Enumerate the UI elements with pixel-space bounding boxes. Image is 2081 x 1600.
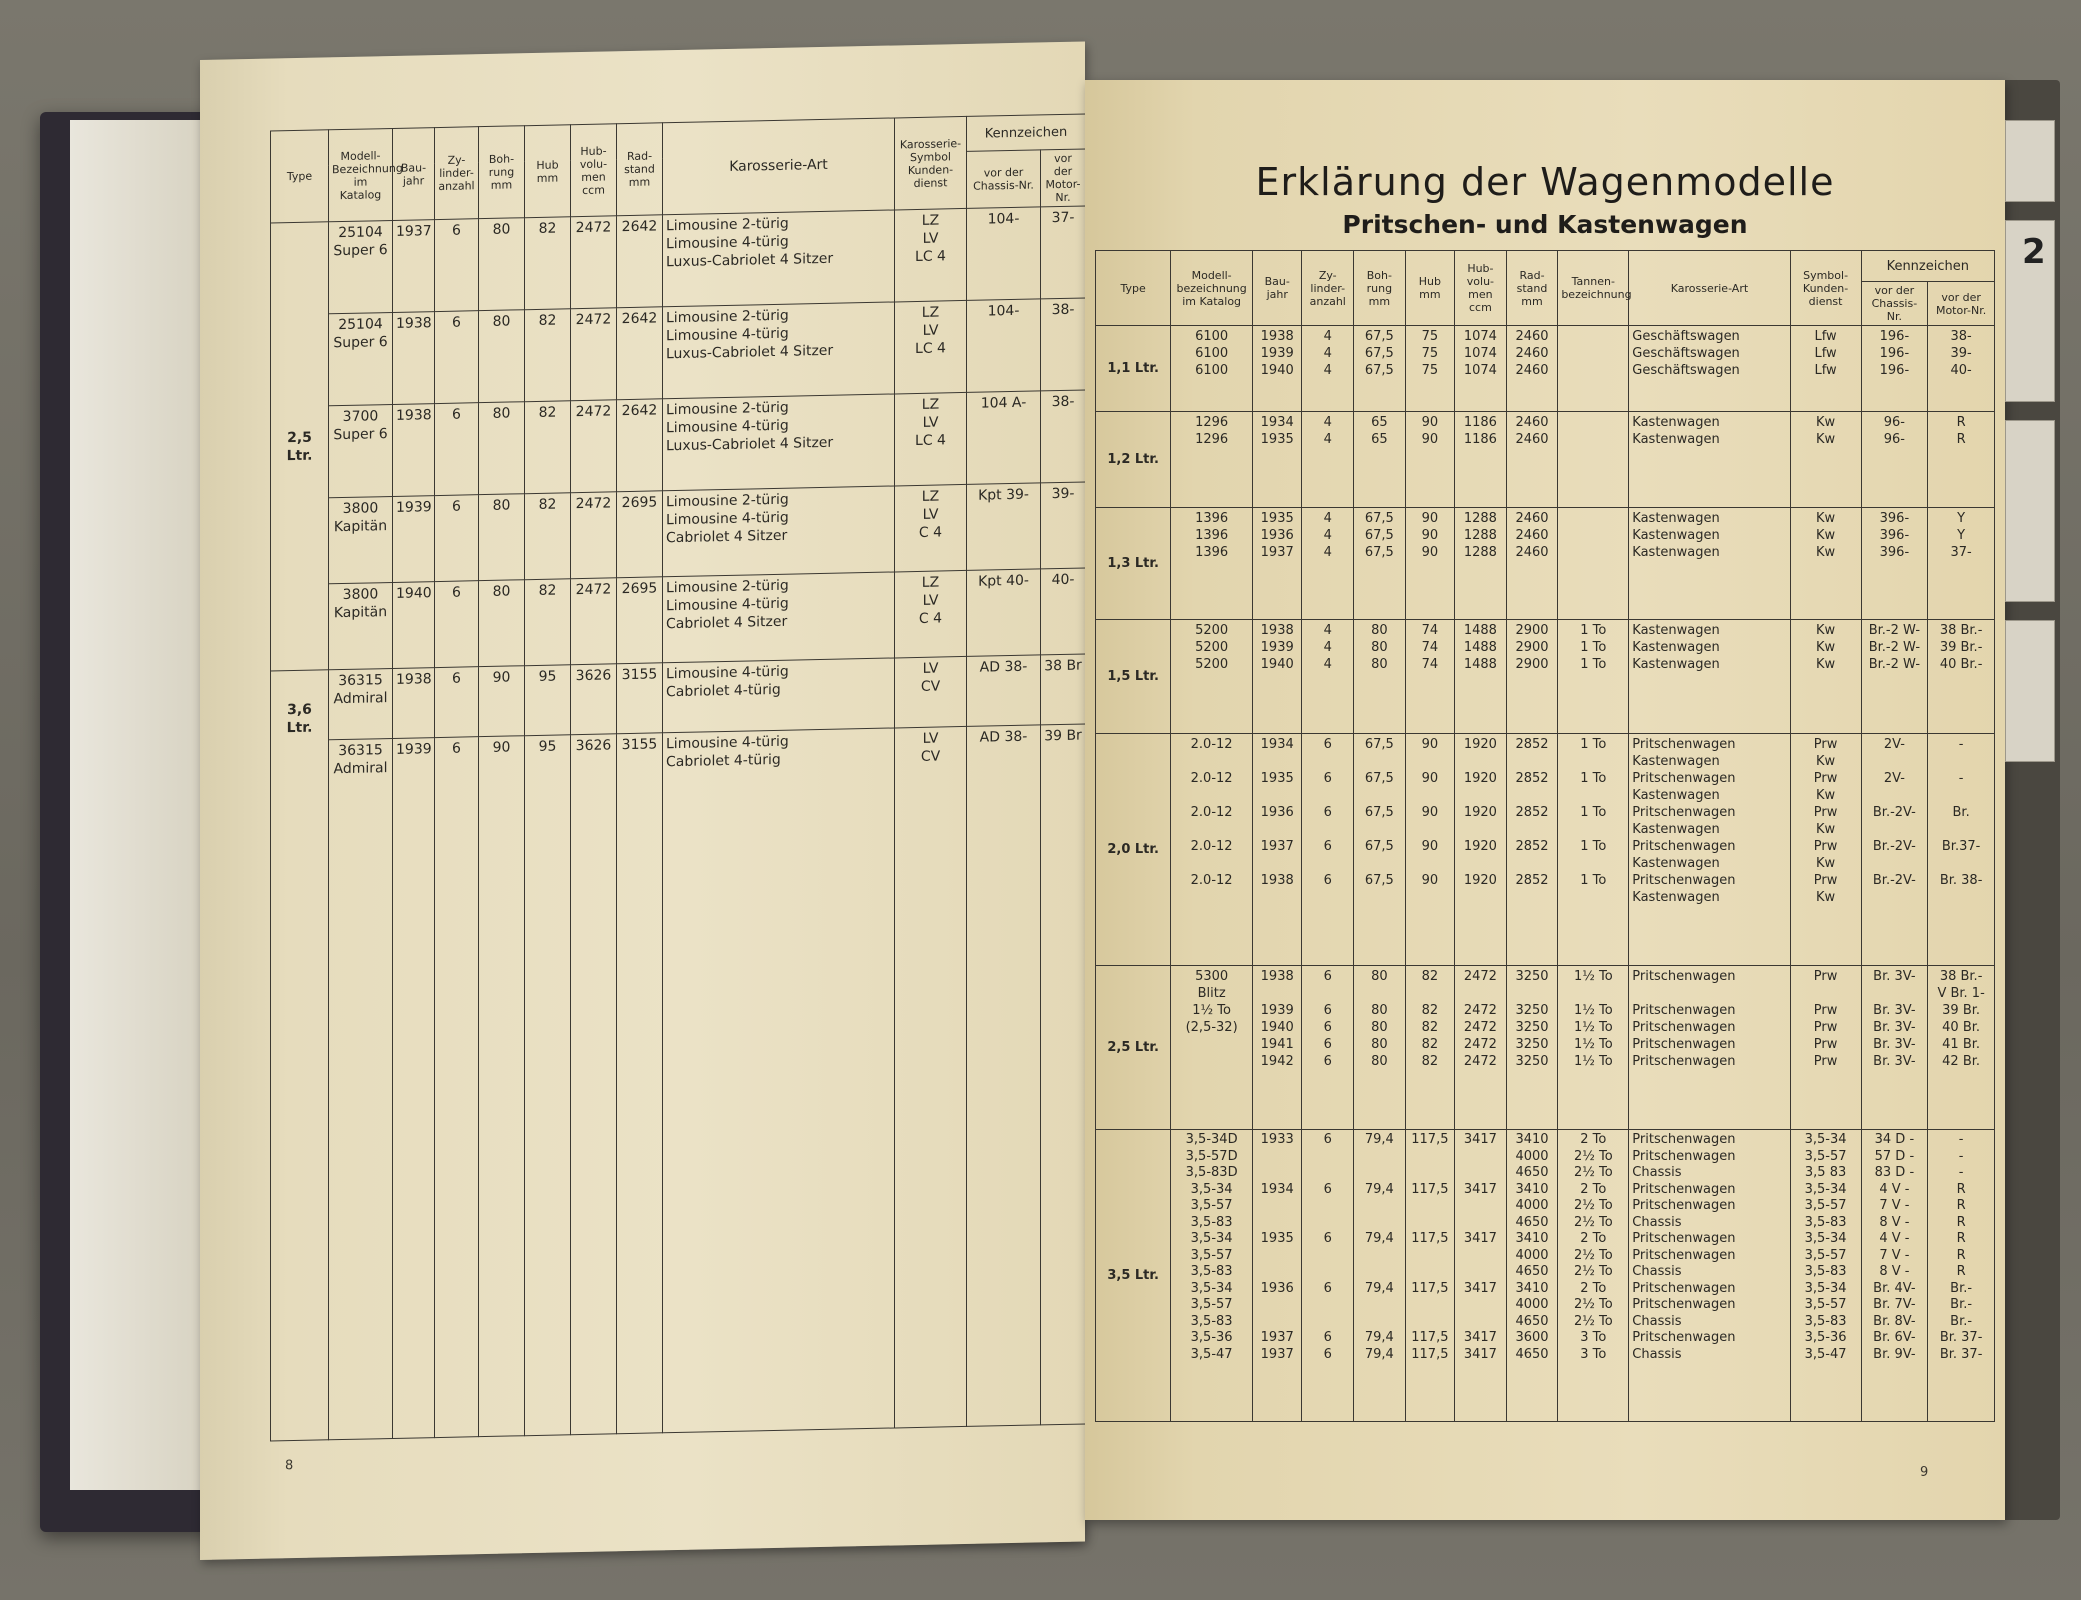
left-spec-table — [270, 113, 1086, 1441]
bore-cell: 80 80 80 — [1354, 620, 1406, 734]
bore-cell: 80 80 80 80 80 — [1354, 966, 1406, 1130]
stroke-cell: 82 — [525, 217, 571, 310]
header-model: Modell-Bezeichnung im Katalog — [329, 128, 393, 221]
header-identifier: Kennzeichen — [1861, 251, 1994, 282]
symbol-cell: LZ LV C 4 — [895, 484, 967, 572]
tonnage-cell: 1½ To 1½ To 1½ To 1½ To 1½ To — [1558, 966, 1629, 1130]
bore-cell: 80 — [479, 218, 525, 311]
year-cell: 1938 1939 1940 1941 1942 — [1252, 966, 1301, 1130]
wheelbase-cell: 2695 — [617, 577, 663, 664]
index-tab[interactable] — [2005, 620, 2055, 762]
stroke-cell: 90 90 — [1405, 412, 1454, 508]
bore-cell: 80 — [479, 402, 525, 495]
stroke-cell: 90 90 90 — [1405, 508, 1454, 620]
table-row — [271, 724, 1086, 1441]
cylinder-cell: 4 4 4 — [1302, 620, 1354, 734]
body-cell: Pritschenwagen Pritschenwagen Pritschenwagen Pritschenwagen Pritschenwagen — [1629, 966, 1790, 1130]
cylinder-cell: 4 4 4 — [1302, 508, 1354, 620]
wheelbase-cell: 3410 4000 4650 3410 4000 4650 3410 4000 4650 3410 4000 4650 3600 4650 — [1506, 1130, 1558, 1422]
body-cell: Pritschenwagen Pritschenwagen Chassis Pritschenwagen Pritschenwagen Chassis Pritschenwagen Pritschenwagen Chassis Pritschenwagen Pritschenwagen Chassis Pritschenwagen Chassis — [1629, 1130, 1790, 1422]
table-row — [271, 390, 1086, 499]
header-tonnage: Tannen-bezeichnung — [1558, 251, 1629, 326]
symbol-cell: LV CV — [895, 726, 967, 1428]
index-tab[interactable] — [2005, 120, 2055, 202]
table-row — [1096, 734, 1995, 966]
page-number: 8 — [285, 1458, 294, 1474]
motor-cell: 38- — [1041, 390, 1086, 483]
body-cell: Limousine 4-türig Cabriolet 4-türig — [663, 658, 895, 733]
bore-cell: 90 — [479, 736, 525, 1437]
symbol-cell: Prw Kw Prw Kw Prw Kw Prw Kw Prw Kw — [1790, 734, 1861, 966]
header-bore: Boh-rung mm — [1354, 251, 1406, 326]
type-cell: 1,5 Ltr. — [1096, 620, 1171, 734]
model-cell: 3700 Super 6 — [329, 404, 393, 497]
motor-cell: - - Br. Br.37- Br. 38- — [1928, 734, 1995, 966]
chassis-cell: Br. 3V- Br. 3V- Br. 3V- Br. 3V- Br. 3V- — [1861, 966, 1928, 1130]
table-row — [1096, 412, 1995, 508]
ccm-cell: 2472 2472 2472 2472 2472 — [1455, 966, 1507, 1130]
table-row — [271, 206, 1086, 315]
table-row — [1096, 1130, 1995, 1422]
type-cell: 2,5 Ltr. — [271, 222, 329, 671]
stroke-cell: 75 75 75 — [1405, 326, 1454, 412]
model-cell: 1396 1396 1396 — [1171, 508, 1253, 620]
model-cell: 1296 1296 — [1171, 412, 1253, 508]
tonnage-cell: 1 To 1 To 1 To — [1558, 620, 1629, 734]
chassis-cell: 2V- 2V- Br.-2V- Br.-2V- Br.-2V- — [1861, 734, 1928, 966]
header-cylinders: Zy-linder-anzahl — [435, 127, 479, 220]
body-cell: Limousine 2-türig Limousine 4-türig Cabriolet 4 Sitzer — [663, 486, 895, 577]
chassis-cell: 396- 396- 396- — [1861, 508, 1928, 620]
body-cell: Limousine 2-türig Limousine 4-türig Cabriolet 4 Sitzer — [663, 572, 895, 663]
chassis-cell: 104- — [967, 299, 1041, 393]
symbol-cell: LZ LV LC 4 — [895, 300, 967, 394]
body-cell: Geschäftswagen Geschäftswagen Geschäftswagen — [1629, 326, 1790, 412]
header-model: Modell-bezeichnung im Katalog — [1171, 251, 1253, 326]
wheelbase-cell: 3155 — [617, 733, 663, 1434]
year-cell: 1938 1939 1940 — [1252, 620, 1301, 734]
ccm-cell: 2472 — [571, 216, 617, 309]
stroke-cell: 90 90 90 90 90 — [1405, 734, 1454, 966]
header-chassis-nr: vor der Chassis-Nr. — [1861, 282, 1928, 326]
motor-cell: 38 Br.- 39 Br.- 40 Br.- — [1928, 620, 1995, 734]
wheelbase-cell: 2460 2460 2460 — [1506, 508, 1558, 620]
ccm-cell: 1074 1074 1074 — [1455, 326, 1507, 412]
year-cell: 1933 1934 1935 1936 1937 1937 — [1252, 1130, 1301, 1422]
header-bore: Boh-rung mm — [479, 126, 525, 219]
header-cylinders: Zy-linder-anzahl — [1302, 251, 1354, 326]
model-cell: 6100 6100 6100 — [1171, 326, 1253, 412]
cylinder-cell: 4 4 — [1302, 412, 1354, 508]
chassis-cell: Kpt 40- — [967, 569, 1041, 657]
year-cell: 1938 1939 1940 — [1252, 326, 1301, 412]
symbol-cell: 3,5-34 3,5-57 3,5 83 3,5-34 3,5-57 3,5-83 3,5-34 3,5-57 3,5-83 3,5-34 3,5-57 3,5-83 3,5-36 3,5-47 — [1790, 1130, 1861, 1422]
left-header-row — [271, 114, 1086, 166]
wheelbase-cell: 2852 2852 2852 2852 2852 — [1506, 734, 1558, 966]
bore-cell: 80 — [479, 494, 525, 581]
cylinder-cell: 6 — [435, 737, 479, 1438]
bore-cell: 67,5 67,5 67,5 — [1354, 508, 1406, 620]
motor-cell: 38 Br.- V Br. 1- 39 Br. 40 Br. 41 Br. 42 Br. — [1928, 966, 1995, 1130]
chassis-cell: Br.-2 W- Br.-2 W- Br.-2 W- — [1861, 620, 1928, 734]
model-cell: 25104 Super 6 — [329, 312, 393, 405]
header-chassis-nr: vor der Chassis-Nr. — [967, 150, 1041, 209]
header-type: Type — [271, 130, 329, 223]
cylinder-cell: 6 — [435, 403, 479, 496]
header-wheelbase: Rad-stand mm — [1506, 251, 1558, 326]
year-cell: 1938 — [393, 404, 435, 497]
wheelbase-cell: 2695 — [617, 491, 663, 578]
cylinder-cell: 6 — [435, 311, 479, 404]
bore-cell: 65 65 — [1354, 412, 1406, 508]
stroke-cell: 82 — [525, 579, 571, 666]
table-row — [1096, 326, 1995, 412]
wheelbase-cell: 2642 — [617, 399, 663, 492]
ccm-cell: 1186 1186 — [1455, 412, 1507, 508]
wheelbase-cell: 2642 — [617, 215, 663, 308]
cylinder-cell: 6 — [435, 667, 479, 738]
motor-cell: 38 Br — [1041, 654, 1086, 725]
wheelbase-cell: 3155 — [617, 663, 663, 734]
model-cell: 36315 Admiral — [329, 738, 393, 1439]
motor-cell: 40- — [1041, 568, 1086, 655]
motor-cell: 38- 39- 40- — [1928, 326, 1995, 412]
year-cell: 1939 — [393, 738, 435, 1439]
stroke-cell: 95 — [525, 665, 571, 736]
symbol-cell: Prw Prw Prw Prw Prw — [1790, 966, 1861, 1130]
cylinder-cell: 6 6 6 6 6 6 — [1302, 1130, 1354, 1422]
body-cell: Kastenwagen Kastenwagen Kastenwagen — [1629, 620, 1790, 734]
model-cell: 5300 Blitz 1½ To (2,5-32) — [1171, 966, 1253, 1130]
symbol-cell: Kw Kw Kw — [1790, 508, 1861, 620]
cylinder-cell: 6 6 6 6 6 — [1302, 734, 1354, 966]
symbol-cell: LZ LV LC 4 — [895, 392, 967, 486]
symbol-cell: Lfw Lfw Lfw — [1790, 326, 1861, 412]
year-cell: 1934 1935 — [1252, 412, 1301, 508]
table-row — [271, 298, 1086, 407]
stroke-cell: 82 82 82 82 82 — [1405, 966, 1454, 1130]
symbol-cell: LZ LV C 4 — [895, 570, 967, 658]
ccm-cell: 3626 — [571, 734, 617, 1435]
cylinder-cell: 6 — [435, 495, 479, 582]
index-tab-label: 2 — [2022, 232, 2046, 272]
stroke-cell: 82 — [525, 401, 571, 494]
chassis-cell: 104- — [967, 207, 1041, 301]
body-cell: Pritschenwagen Kastenwagen Pritschenwagen Kastenwagen Pritschenwagen Kastenwagen Pritschenwagen Kastenwagen Pritschenwagen Kastenwagen — [1629, 734, 1790, 966]
type-cell: 1,1 Ltr. — [1096, 326, 1171, 412]
ccm-cell: 1288 1288 1288 — [1455, 508, 1507, 620]
tonnage-cell: 2 To 2½ To 2½ To 2 To 2½ To 2½ To 2 To 2½ To 2½ To 2 To 2½ To 2½ To 3 To 3 To — [1558, 1130, 1629, 1422]
wheelbase-cell: 3250 3250 3250 3250 3250 — [1506, 966, 1558, 1130]
motor-cell: 38- — [1041, 298, 1086, 391]
header-type: Type — [1096, 251, 1171, 326]
motor-cell: Y Y 37- — [1928, 508, 1995, 620]
type-cell: 1,2 Ltr. — [1096, 412, 1171, 508]
table-row — [1096, 508, 1995, 620]
motor-cell: - - - R R R R R R Br.- Br.- Br.- Br. 37- Br. 37- — [1928, 1130, 1995, 1422]
tonnage-cell: 1 To 1 To 1 To 1 To 1 To — [1558, 734, 1629, 966]
bore-cell: 79,4 79,4 79,4 79,4 79,4 79,4 — [1354, 1130, 1406, 1422]
body-cell: Limousine 2-türig Limousine 4-türig Luxus-Cabriolet 4 Sitzer — [663, 302, 895, 399]
model-cell: 25104 Super 6 — [329, 220, 393, 313]
page-number: 9 — [1920, 1465, 1929, 1480]
ccm-cell: 2472 — [571, 492, 617, 579]
model-cell: 2.0-12 2.0-12 2.0-12 2.0-12 2.0-12 — [1171, 734, 1253, 966]
bore-cell: 67,5 67,5 67,5 — [1354, 326, 1406, 412]
stroke-cell: 117,5 117,5 117,5 117,5 117,5 117,5 — [1405, 1130, 1454, 1422]
wheelbase-cell: 2460 2460 2460 — [1506, 326, 1558, 412]
motor-cell: R R — [1928, 412, 1995, 508]
right-spec-table — [1095, 250, 1995, 1422]
ccm-cell: 3626 — [571, 664, 617, 735]
symbol-cell: Kw Kw — [1790, 412, 1861, 508]
table-row — [1096, 620, 1995, 734]
bore-cell: 80 — [479, 310, 525, 403]
type-cell: 3,5 Ltr. — [1096, 1130, 1171, 1422]
header-body-type: Karosserie-Art — [663, 118, 895, 215]
bore-cell: 90 — [479, 666, 525, 737]
stroke-cell: 82 — [525, 493, 571, 580]
chassis-cell: 196- 196- 196- — [1861, 326, 1928, 412]
year-cell: 1938 — [393, 312, 435, 405]
model-cell: 5200 5200 5200 — [1171, 620, 1253, 734]
type-cell: 2,5 Ltr. — [1096, 966, 1171, 1130]
ccm-cell: 2472 — [571, 578, 617, 665]
bore-cell: 67,5 67,5 67,5 67,5 67,5 — [1354, 734, 1406, 966]
model-cell: 3800 Kapitän — [329, 496, 393, 583]
chassis-cell: AD 38- — [967, 655, 1041, 727]
wheelbase-cell: 2642 — [617, 307, 663, 400]
year-cell: 1934 1935 1936 1937 1938 — [1252, 734, 1301, 966]
tonnage-cell — [1558, 326, 1629, 412]
year-cell: 1935 1936 1937 — [1252, 508, 1301, 620]
header-motor-nr: vor der Motor-Nr. — [1928, 282, 1995, 326]
chassis-cell: 96- 96- — [1861, 412, 1928, 508]
ccm-cell: 1920 1920 1920 1920 1920 — [1455, 734, 1507, 966]
right-header-row — [1096, 251, 1995, 282]
page-subtitle: Pritschen- und Kastenwagen — [1342, 210, 1748, 239]
header-motor-nr: vor der Motor-Nr. — [1041, 149, 1086, 207]
cylinder-cell: 6 6 6 6 6 — [1302, 966, 1354, 1130]
header-body-symbol: Karosserie-Symbol Kunden-dienst — [895, 116, 967, 210]
type-cell: 3,6 Ltr. — [271, 670, 329, 1441]
index-tab[interactable] — [2005, 420, 2055, 602]
chassis-cell: Kpt 39- — [967, 483, 1041, 571]
header-wheelbase: Rad-stand mm — [617, 123, 663, 216]
index-tabs — [2005, 100, 2055, 1400]
model-cell: 3,5-34D 3,5-57D 3,5-83D 3,5-34 3,5-57 3,5-83 3,5-34 3,5-57 3,5-83 3,5-34 3,5-57 3,5-83 3,5-36 3,5-47 — [1171, 1130, 1253, 1422]
tonnage-cell — [1558, 412, 1629, 508]
ccm-cell: 3417 3417 3417 3417 3417 3417 — [1455, 1130, 1507, 1422]
header-year: Bau-jahr — [1252, 251, 1301, 326]
chassis-cell: AD 38- — [967, 725, 1041, 1427]
ccm-cell: 2472 — [571, 400, 617, 493]
symbol-cell: Kw Kw Kw — [1790, 620, 1861, 734]
type-cell: 1,3 Ltr. — [1096, 508, 1171, 620]
table-row — [1096, 966, 1995, 1130]
stroke-cell: 95 — [525, 735, 571, 1436]
body-cell: Limousine 4-türig Cabriolet 4-türig — [663, 728, 895, 1433]
header-stroke: Hub mm — [1405, 251, 1454, 326]
header-displacement: Hub-volu-men ccm — [571, 124, 617, 217]
left-page — [200, 41, 1085, 1560]
motor-cell: 39 Br — [1041, 724, 1086, 1425]
chassis-cell: 34 D - 57 D - 83 D - 4 V - 7 V - 8 V - 4 V - 7 V - 8 V - Br. 4V- Br. 7V- Br. 8V- Br. 6V- Br. 9V- — [1861, 1130, 1928, 1422]
tonnage-cell — [1558, 508, 1629, 620]
symbol-cell: LV CV — [895, 656, 967, 728]
year-cell: 1938 — [393, 668, 435, 739]
cylinder-cell: 4 4 4 — [1302, 326, 1354, 412]
symbol-cell: LZ LV LC 4 — [895, 208, 967, 302]
year-cell: 1940 — [393, 582, 435, 669]
body-cell: Limousine 2-türig Limousine 4-türig Luxus-Cabriolet 4 Sitzer — [663, 210, 895, 307]
model-cell: 36315 Admiral — [329, 668, 393, 739]
type-cell: 2,0 Ltr. — [1096, 734, 1171, 966]
wheelbase-cell: 2460 2460 — [1506, 412, 1558, 508]
bore-cell: 80 — [479, 580, 525, 667]
header-identifier: Kennzeichen — [967, 114, 1086, 151]
endpaper — [70, 120, 210, 1490]
header-body-type: Karosserie-Art — [1629, 251, 1790, 326]
year-cell: 1939 — [393, 496, 435, 583]
ccm-cell: 2472 — [571, 308, 617, 401]
right-page — [1085, 80, 2005, 1520]
model-cell: 3800 Kapitän — [329, 582, 393, 669]
wheelbase-cell: 2900 2900 2900 — [1506, 620, 1558, 734]
cylinder-cell: 6 — [435, 219, 479, 312]
year-cell: 1937 — [393, 220, 435, 313]
page-title: Erklärung der Wagenmodelle — [1255, 160, 1835, 204]
ccm-cell: 1488 1488 1488 — [1455, 620, 1507, 734]
header-displacement: Hub-volu-men ccm — [1455, 251, 1507, 326]
body-cell: Limousine 2-türig Limousine 4-türig Luxus-Cabriolet 4 Sitzer — [663, 394, 895, 491]
body-cell: Kastenwagen Kastenwagen Kastenwagen — [1629, 508, 1790, 620]
stroke-cell: 82 — [525, 309, 571, 402]
chassis-cell: 104 A- — [967, 391, 1041, 485]
motor-cell: 37- — [1041, 206, 1086, 299]
header-body-symbol: Symbol-Kunden-dienst — [1790, 251, 1861, 326]
motor-cell: 39- — [1041, 482, 1086, 569]
header-stroke: Hub mm — [525, 125, 571, 218]
body-cell: Kastenwagen Kastenwagen — [1629, 412, 1790, 508]
cylinder-cell: 6 — [435, 581, 479, 668]
header-year: Bau-jahr — [393, 128, 435, 221]
stroke-cell: 74 74 74 — [1405, 620, 1454, 734]
